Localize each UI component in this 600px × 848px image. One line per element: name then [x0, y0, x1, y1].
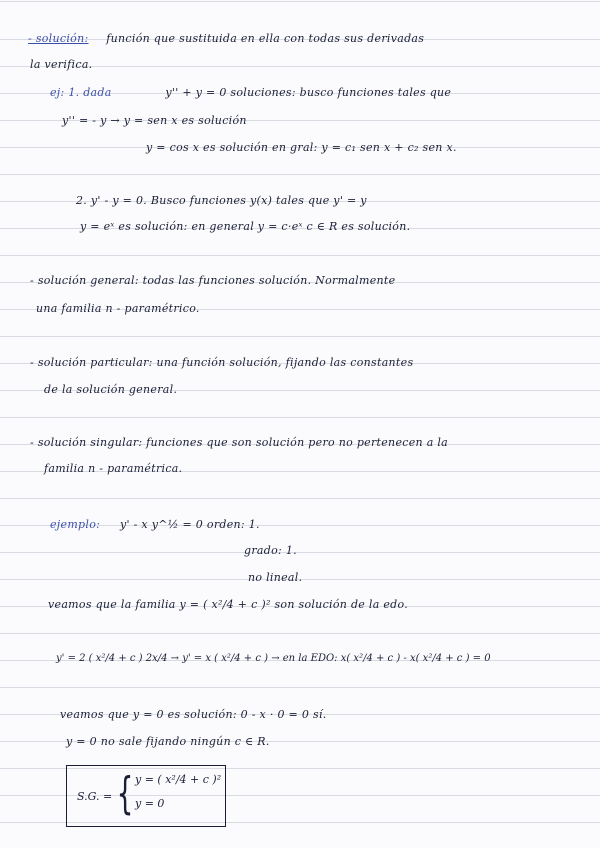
line-exp: y = eˣ es solución: en general y = c·eˣ c ∈ R es solución. — [80, 220, 411, 233]
solucion-general-box — [66, 765, 226, 827]
ejemplo-edo: y' - x y^½ = 0 orden: 1. — [119, 518, 260, 531]
line-derivada: y' = 2 ( x²/4 + c ) 2x/4 → y' = x ( x²/4 + c ) → en la EDO: x( x²/4 + c ) - x( x²/4 + c ) = 0 — [56, 653, 491, 664]
line-cos: y = cos x es solución en gral: y = c₁ sen x + c₂ sen x. — [146, 141, 457, 154]
line-ejemplo-1 — [50, 86, 451, 99]
line-constantes: de la solución general. — [44, 383, 178, 396]
line-sol-particular: - solución particular: una función solución, fijando las constantes — [30, 356, 414, 369]
def-solucion: función que sustituida en ella con todas sus derivadas — [106, 32, 425, 45]
line-solucion — [28, 32, 424, 45]
line-verifica: la verifica. — [30, 58, 93, 71]
line-veamos-familia: veamos que la familia y = ( x²/4 + c )² son solución de la edo. — [48, 598, 409, 611]
box-label: S.G. = — [77, 790, 113, 803]
ej-1-text: y'' + y = 0 soluciones: busco funciones tales que — [165, 86, 452, 99]
line-familia: una familia n - paramétrico. — [36, 302, 200, 315]
line-veamos-cero: veamos que y = 0 es solución: 0 - x · 0 = 0 sí. — [60, 708, 327, 721]
line-ejemplo-2: 2. y' - y = 0. Busco funciones y(x) tales que y' = y — [76, 194, 367, 207]
line-sol-singular: - solución singular: funciones que son solución pero no pertenecen a la — [30, 436, 449, 449]
ejemplo-label: ejemplo: — [50, 518, 101, 531]
line-sen: y'' = - y → y = sen x es solución — [62, 114, 247, 127]
line-grado: grado: 1. — [244, 544, 297, 557]
ej-1-label: ej: 1. dada — [50, 86, 112, 99]
box-brace: { — [116, 768, 134, 819]
box-line-2: y = 0 — [135, 797, 165, 810]
line-no-sale: y = 0 no sale fijando ningún c ∈ R. — [66, 735, 270, 748]
line-sol-general: - solución general: todas las funciones solución. Normalmente — [30, 274, 396, 287]
line-ejemplo-3 — [50, 518, 260, 531]
line-parametrica: familia n - paramétrica. — [44, 462, 183, 475]
term-solucion: - solución: — [28, 32, 89, 45]
line-no-lineal: no lineal. — [248, 571, 303, 584]
box-line-1: y = ( x²/4 + c )² — [135, 773, 222, 786]
